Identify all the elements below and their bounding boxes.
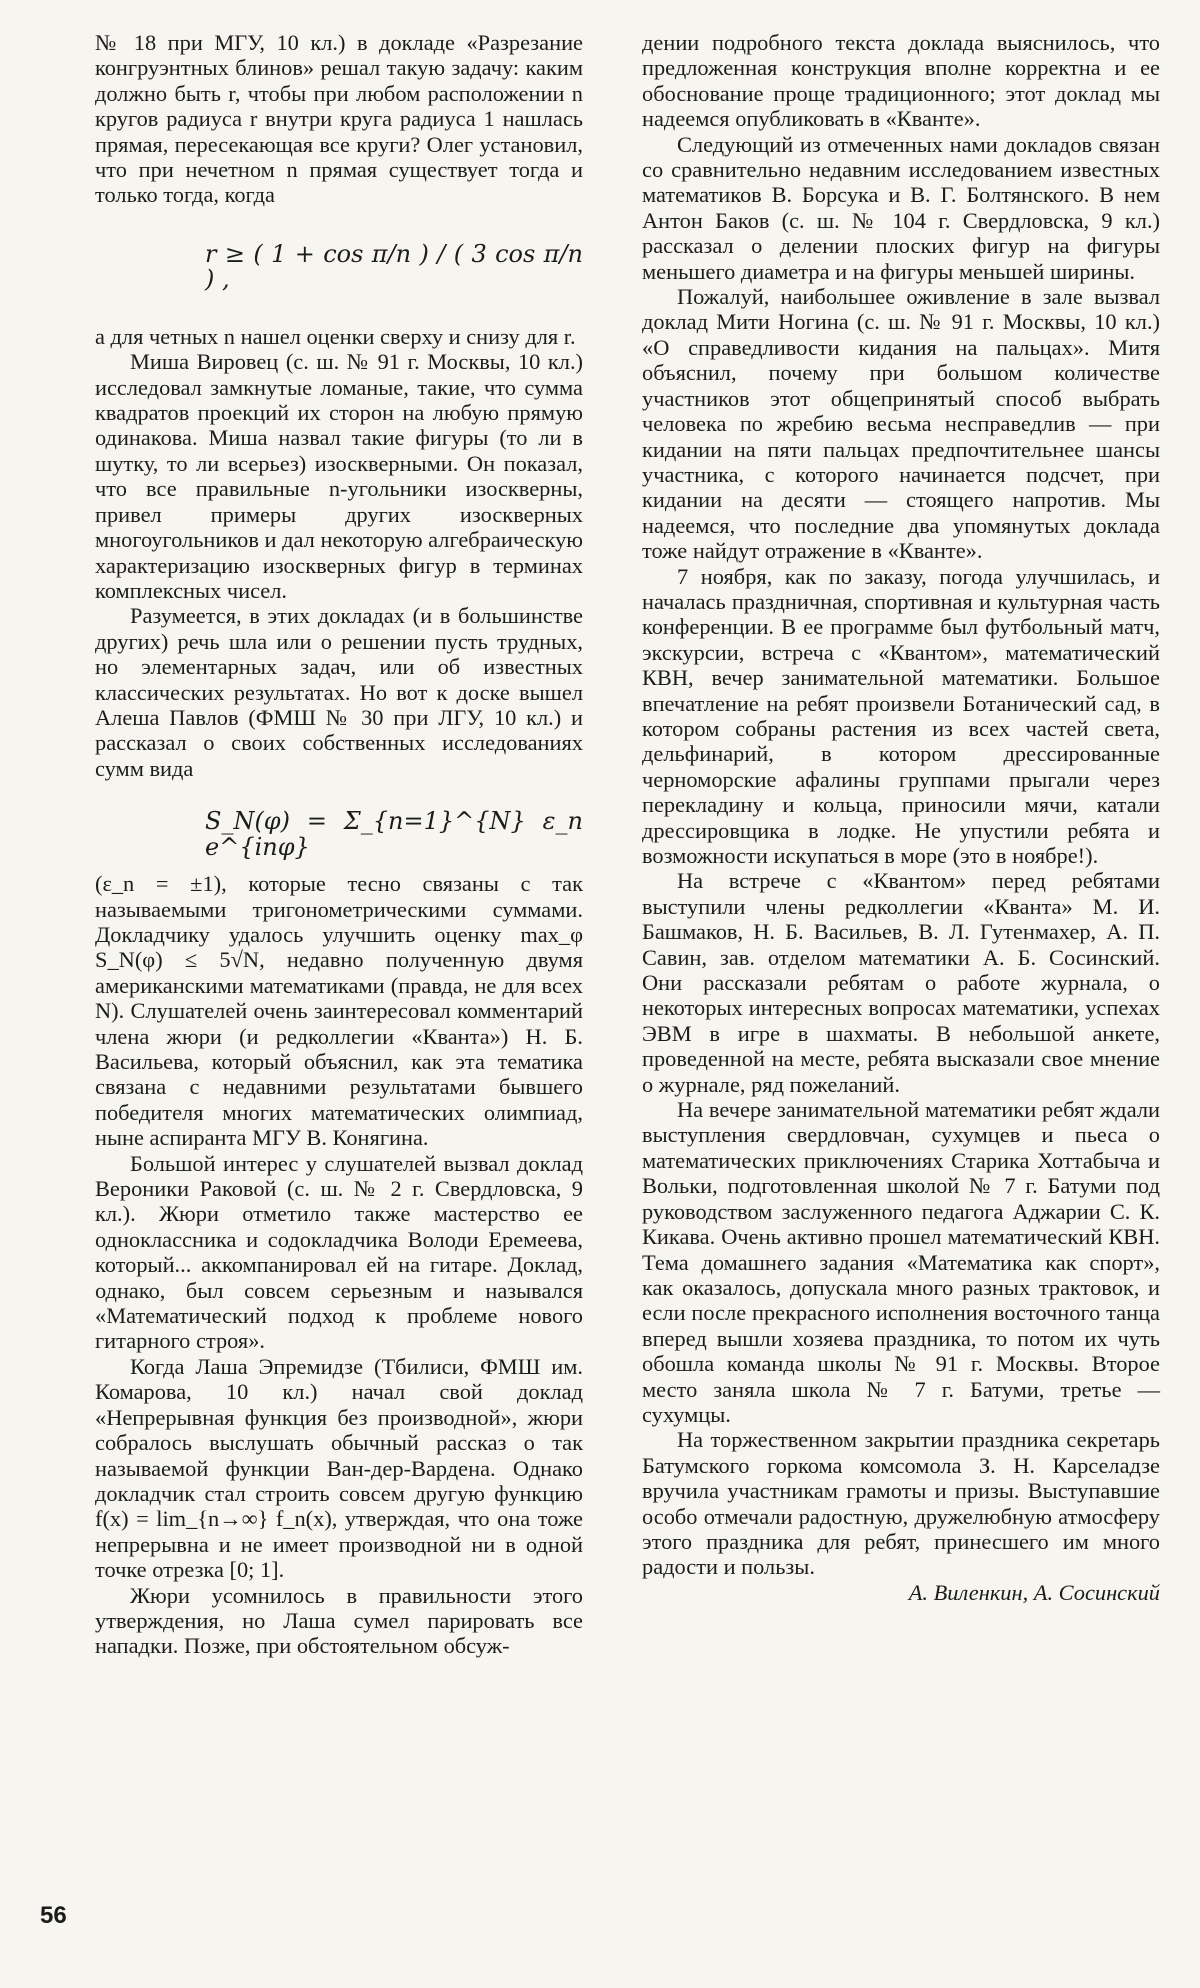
paragraph: Разумеется, в этих докладах (и в большинстве других) речь шла или о решении пусть трудных, но элементарных задач, или об известных классических результатах. Но вот к доске вышел Алеша Павлов (ФМШ № 30 при ЛГУ, 10 кл.) и рассказал о своих собственных исследованиях сумм вида [95, 603, 583, 781]
formula-text: S_N(φ) = Σ_{n=1}^{N} ε_n e^{inφ} [205, 807, 583, 861]
page-number: 56 [40, 1902, 67, 1929]
formula-text: r ≥ ( 1 + cos π/n ) / ( 3 cos π/n ) , [205, 239, 583, 294]
right-column [642, 30, 1160, 1605]
paragraph: дении подробного текста доклада выяснилось, что предложенная конструкция вполне корректна и ее обоснование проще традиционного; этот доклад мы надеемся опубликовать в «Кванте». [642, 30, 1160, 132]
paragraph: № 18 при МГУ, 10 кл.) в докладе «Разрезание конгруэнтных блинов» решал такую задачу: каким должно быть r, чтобы при любом расположении n кругов радиуса r внутри круга радиуса 1 нашлась прямая, пересекающая все круги? Олег установил, что при нечетном n прямая существует тогда и только тогда, когда [95, 30, 583, 208]
paragraph: Следующий из отмеченных нами докладов связан со сравнительно недавним исследованием известных математиков В. Борсука и В. Г. Болтянского. В нем Антон Баков (с. ш. № 104 г. Свердловска, 9 кл.) рассказал о делении плоских фигур на фигуры меньшего диаметра и на фигуры меньшей ширины. [642, 131, 1160, 284]
left-column [95, 30, 583, 1659]
formula-radius-bound [95, 208, 583, 324]
paragraph: На встрече с «Квантом» перед ребятами выступили члены редколлегии «Кванта» М. И. Башмаков, Н. Б. Васильев, В. Л. Гутенмахер, А. П. Савин, зав. отделом математики А. Б. Сосинский. Они рассказали ребятам о работе журнала, о некоторых интересных вопросах математики, успехах ЭВМ в игре в шахматы. В небольшой анкете, проведенной на месте, ребята высказали свое мнение о журнале, ряд пожеланий. [642, 868, 1160, 1097]
paragraph: На вечере занимательной математики ребят ждали выступления свердловчан, сухумцев и пьеса о математических приключениях Старика Хоттабыча и Вольки, подготовленная школой № 7 г. Батуми под руководством заслуженного педагога Аджарии С. К. Кикава. Очень активно прошел математический КВН. Тема домашнего задания «Математика как спорт», как оказалось, допускала много разных трактовок, и если после прекрасного исполнения восточного танца вперед вышли хозяева праздника, то потом их чуть обошла команда школы № 91 г. Москвы. Второе место заняла школа № 7 г. Батуми, третье — сухумцы. [642, 1097, 1160, 1427]
paragraph: Миша Вировец (с. ш. № 91 г. Москвы, 10 кл.) исследовал замкнутые ломаные, такие, что сумма квадратов проекций их сторон на любую прямую одинакова. Миша назвал такие фигуры (то ли в шутку, то ли всерьез) изоскверными. Он показал, что все правильные n-угольники изоскверны, привел примеры других изоскверных многоугольников и дал некоторую алгебраическую характеризацию изоскверных фигур в терминах комплексных чисел. [95, 349, 583, 603]
paragraph: Когда Лаша Эпремидзе (Тбилиси, ФМШ им. Комарова, 10 кл.) начал свой доклад «Непрерывная функция без производной», жюри собралось выслушать обычный рассказ о так называемой функции Ван-дер-Вардена. Однако докладчик стал строить совсем другую функцию f(x) = lim_{n→∞} f_n(x), утверждая, что она тоже непрерывна и не имеет производной ни в одной точке отрезка [0; 1]. [95, 1353, 583, 1583]
paragraph: Большой интерес у слушателей вызвал доклад Вероники Раковой (с. ш. № 2 г. Свердловска, 9 кл.). Жюри отметило также мастерство ее одноклассника и содокладчика Володи Еремеева, который... аккомпанировал ей на гитаре. Доклад, однако, был совсем серьезным и назывался «Математический подход к проблеме нового гитарного строя». [95, 1150, 583, 1354]
author-signature: А. Виленкин, А. Сосинский [908, 1579, 1160, 1605]
paragraph: Жюри усомнилось в правильности этого утверждения, но Лаша сумел парировать все нападки. Позже, при обстоятельном обсуж- [95, 1582, 583, 1659]
paragraph: 7 ноября, как по заказу, погода улучшилась, и началась праздничная, спортивная и культурная часть конференции. В ее программе был футбольный матч, экскурсии, встреча с «Квантом», математический КВН, вечер занимательной математики. Большое впечатление на ребят произвели Ботанический сад, в котором собраны растения из всех частей света, дельфинарий, в котором дрессированные черноморские афалины группами прыгали через перекладину и кольца, приносили мячи, катали дрессировщика в лодке. Не упустили ребята и возможности искупаться в море (это в ноябре!). [642, 563, 1160, 868]
paragraph: (ε_n = ±1), которые тесно связаны с так называемыми тригонометрическими суммами. Докладчику удалось улучшить оценку max_φ S_N(φ) ≤ 5√N, недавно полученную двумя американскими математиками (правда, не для всех N). Слушателей очень заинтересовал комментарий члена жюри (и редколлегии «Кванта») Н. Б. Васильева, который объяснил, как эта тематика связана с недавними результатами бывшего победителя многих математических олимпиад, ныне аспиранта МГУ В. Конягина. [95, 871, 583, 1151]
formula-sum [95, 781, 583, 871]
paragraph: Пожалуй, наибольшее оживление в зале вызвал доклад Мити Ногина (с. ш. № 91 г. Москвы, 10 кл.) «О справедливости кидания на пальцах». Митя объяснил, почему при большом количестве участников этот общепринятый способ выбрать человека по жребию весьма несправедлив — при кидании на пяти пальцах предпочтительнее шансы участника, с которого начинается подсчет, при кидании на десяти — стоящего напротив. Мы надеемся, что последние два упомянутых доклада тоже найдут отражение в «Кванте». [642, 284, 1160, 564]
paragraph: На торжественном закрытии праздника секретарь Батумского горкома комсомола З. Н. Карселадзе вручила участникам грамоты и призы. Выступавшие особо отмечали радостную, дружелюбную атмосферу этого праздника для ребят, принесшего им много радости и пользы. [642, 1427, 1160, 1580]
paragraph: а для четных n нашел оценки сверху и снизу для r. [95, 323, 576, 349]
